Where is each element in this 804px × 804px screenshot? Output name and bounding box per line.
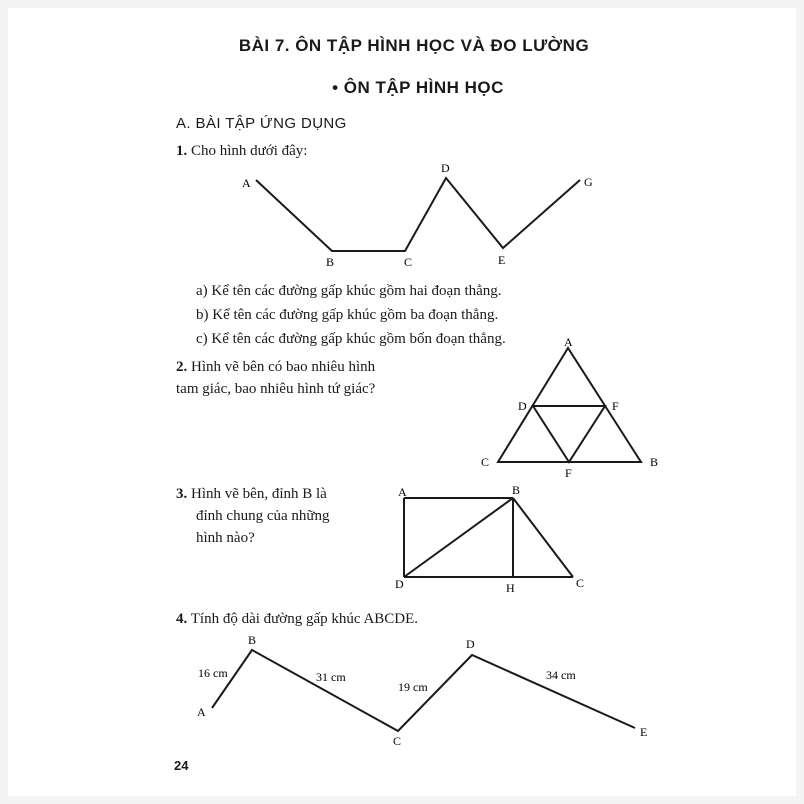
q2-number: 2. [176, 359, 188, 375]
q1-prompt-text: Cho hình dưới đây: [191, 143, 308, 159]
q4-length-cd: 19 cm [398, 680, 428, 694]
q2-label-a: A [564, 335, 573, 349]
q2-label-f-right: F [612, 399, 619, 413]
q2-inner-triangle [533, 406, 605, 462]
q1-label-a: A [242, 176, 251, 190]
q1-item-a: a) Kể tên các đường gấp khúc gồm hai đoạn thẳng. [196, 283, 502, 299]
q3-label-b: B [512, 483, 521, 497]
q4-label-c: C [393, 734, 402, 748]
q1-label-c: C [404, 255, 413, 269]
q1-item-b: b) Kể tên các đường gấp khúc gồm ba đoạn thẳng. [196, 307, 499, 323]
q3-label-d: D [395, 577, 404, 591]
q4-label-a: A [197, 705, 206, 719]
q2-line1 [176, 356, 375, 378]
q4-length-de: 34 cm [546, 668, 576, 682]
q4-prompt-text: Tính độ dài đường gấp khúc ABCDE. [190, 611, 419, 627]
q3-segment-bc [513, 498, 573, 577]
q4-length-ab: 16 cm [198, 666, 228, 680]
q1-number: 1. [176, 143, 188, 159]
q1-label-d: D [441, 161, 450, 175]
q2-line2: tam giác, bao nhiêu hình tứ giác? [176, 381, 376, 397]
q3-number: 3. [176, 486, 188, 502]
q2-line1-text: Hình vẽ bên có bao nhiêu hình [191, 359, 376, 375]
q4-label-e: E [640, 725, 648, 739]
q4-length-bc: 31 cm [316, 670, 346, 684]
q2-label-b: B [650, 455, 659, 469]
lesson-title: BÀI 7. ÔN TẬP HÌNH HỌC VÀ ĐO LƯỜNG [238, 36, 590, 55]
q3-label-a: A [398, 485, 407, 499]
q1-label-b: B [326, 255, 335, 269]
q3-segment-bd [404, 498, 513, 577]
q4-label-d: D [466, 637, 475, 651]
q1-label-g: G [584, 175, 593, 189]
q3-figure [404, 498, 573, 577]
q1-polyline [256, 178, 580, 251]
q2-label-d: D [518, 399, 527, 413]
page-number: 24 [174, 758, 189, 773]
q4-prompt [176, 608, 418, 630]
q3-line1-text: Hình vẽ bên, đỉnh B là [191, 486, 327, 502]
lesson-subtitle: • ÔN TẬP HÌNH HỌC [332, 78, 504, 97]
q3-line3: hình nào? [196, 530, 255, 546]
q3-label-h: H [506, 581, 515, 595]
q3-line2: đỉnh chung của những [196, 508, 330, 524]
q4-label-b: B [248, 633, 257, 647]
q2-label-c: C [481, 455, 490, 469]
q2-label-f-bottom: F [565, 466, 572, 480]
section-title: A. BÀI TẬP ỨNG DỤNG [176, 115, 347, 132]
q1-label-e: E [498, 253, 506, 267]
q1-item-c: c) Kể tên các đường gấp khúc gồm bốn đoạn thẳng. [196, 331, 506, 347]
q4-number: 4. [176, 611, 188, 627]
q3-label-c: C [576, 576, 585, 590]
q3-line1 [176, 483, 327, 505]
